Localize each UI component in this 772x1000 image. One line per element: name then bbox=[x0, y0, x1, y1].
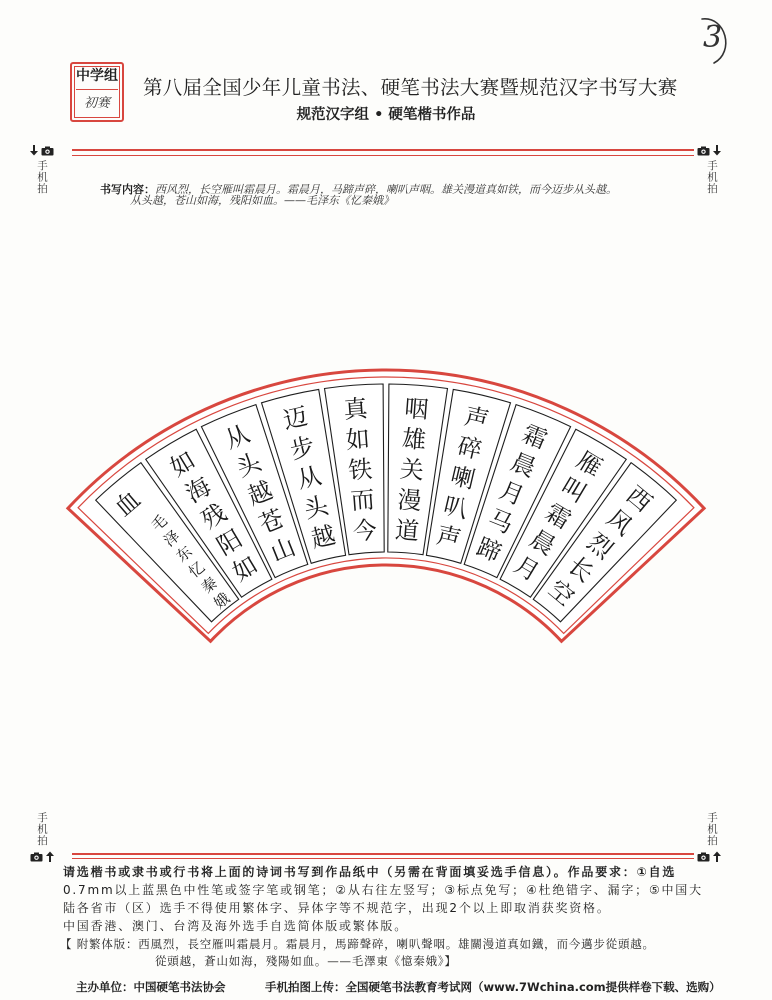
fan-character: 叫 bbox=[556, 472, 592, 509]
fan-character: 步 bbox=[287, 431, 318, 465]
fan-character: 山 bbox=[266, 532, 300, 568]
footer-upload-info: 手机拍图上传：全国硬笔书法教育考试网（www.7Wchina.com提供样卷下载、选购） bbox=[265, 980, 721, 994]
top-red-rule-thin bbox=[72, 155, 694, 156]
fan-character: 月 bbox=[509, 550, 545, 587]
side-label-photo-top-left: 手机拍 bbox=[36, 160, 48, 195]
instructions-line-1: 请选楷书或隶书或行书将上面的诗词书写到作品纸中（另需在背面填妥选手信息）。作品要求：①自选 bbox=[63, 865, 677, 879]
fan-character: 空 bbox=[543, 574, 580, 612]
badge-stage: 初赛 bbox=[83, 96, 110, 111]
fan-character: 月 bbox=[495, 475, 529, 511]
fan-character: 烈 bbox=[582, 527, 619, 565]
fan-signature-character: 毛 bbox=[147, 511, 171, 535]
fan-character: 从 bbox=[294, 461, 325, 495]
camera-icon bbox=[41, 146, 54, 156]
writing-content-line-2: 从头越，苍山如海，残阳如血。——毛泽东《忆秦娥》 bbox=[130, 194, 394, 207]
fan-character: 如 bbox=[227, 550, 263, 587]
traditional-version-line-2: 從頭越，蒼山如海，殘陽如血。——毛澤東《憶秦娥》】 bbox=[155, 954, 457, 968]
fan-signature-character: 秦 bbox=[197, 573, 221, 597]
bottom-left-photo-icons bbox=[30, 851, 54, 862]
fan-character: 而 bbox=[349, 485, 376, 516]
fan-character: 苍 bbox=[255, 504, 288, 540]
fan-character: 漫 bbox=[396, 485, 423, 516]
fan-character: 长 bbox=[562, 551, 599, 589]
fan-character: 铁 bbox=[347, 455, 374, 485]
fan-outer-border bbox=[68, 370, 704, 641]
badge-divider bbox=[76, 89, 118, 90]
fan-character: 今 bbox=[351, 515, 378, 546]
fan-character: 咽 bbox=[403, 394, 430, 425]
fan-signature-character: 泽 bbox=[160, 526, 184, 551]
arrow-up-icon bbox=[46, 851, 54, 862]
fan-character: 如 bbox=[344, 424, 371, 455]
footer-organizer: 主办单位：中国硬笔书法协会 bbox=[76, 980, 226, 994]
camera-icon bbox=[697, 146, 710, 156]
traditional-version-line-1: 【 附繁体版：西風烈，長空雁叫霜晨月。霜晨月，馬蹄聲碎，喇叭聲咽。雄關漫道真如鐵，而今邁步從頭越。 bbox=[60, 937, 655, 951]
fan-character: 迈 bbox=[280, 402, 311, 435]
side-label-photo-bottom-right: 手机拍 bbox=[706, 812, 718, 847]
instructions-line-2: 0.7mm以上蓝黑色中性笔或签字笔或钢笔；②从右往左竖写；③标点免写；④杜绝错字、漏字；⑤中国大 bbox=[63, 883, 703, 897]
fan-character: 越 bbox=[243, 475, 277, 511]
page-number-circle bbox=[690, 14, 735, 66]
fan-character: 风 bbox=[601, 504, 638, 542]
fan-character: 雄 bbox=[401, 424, 428, 455]
fan-calligraphy-work bbox=[0, 360, 772, 660]
top-right-photo-icons bbox=[697, 145, 721, 156]
top-red-rule bbox=[72, 149, 694, 151]
fan-character: 头 bbox=[232, 447, 266, 483]
instructions-line-3: 陆各省市（区）选手不得使用繁体字、异体字等不规范字，出现2个以上即取消获奖资格。 bbox=[63, 901, 611, 915]
arrow-down-icon bbox=[713, 145, 721, 156]
page-number: 3 bbox=[703, 20, 723, 55]
side-label-photo-bottom-left: 手机拍 bbox=[36, 812, 48, 847]
fan-character: 从 bbox=[220, 419, 254, 455]
page-title: 第八届全国少年儿童书法、硬笔书法大赛暨规范汉字书写大赛 bbox=[143, 76, 678, 99]
fan-signature-character: 忆 bbox=[185, 557, 209, 582]
arrow-up-icon bbox=[713, 851, 721, 862]
fan-character: 声 bbox=[433, 520, 464, 554]
fan-character: 碎 bbox=[454, 431, 485, 465]
fan-character: 阳 bbox=[212, 524, 248, 561]
fan-character: 血 bbox=[109, 485, 146, 523]
side-label-photo-top-right: 手机拍 bbox=[706, 160, 718, 195]
fan-character: 霜 bbox=[540, 498, 576, 535]
badge-group-title: 中学组 bbox=[76, 68, 118, 84]
writing-content-label: 书写内容： bbox=[100, 183, 155, 196]
fan-character: 晨 bbox=[524, 524, 560, 561]
fan-character: 霜 bbox=[518, 419, 552, 455]
top-left-photo-icons bbox=[30, 145, 54, 156]
bottom-right-photo-icons bbox=[697, 851, 721, 862]
arrow-down-icon bbox=[30, 145, 38, 156]
fan-character: 雁 bbox=[571, 445, 607, 483]
fan-character: 叭 bbox=[440, 491, 471, 524]
camera-icon bbox=[30, 852, 43, 862]
writing-content-text: 西风烈，长空雁叫霜晨月。霜晨月，马蹄声碎，喇叭声咽。雄关漫道真如铁，而今迈步从头越。 bbox=[155, 183, 617, 196]
fan-character: 蹄 bbox=[472, 532, 506, 568]
fan-character: 海 bbox=[180, 472, 216, 509]
fan-signature-character: 东 bbox=[172, 542, 196, 566]
fan-character: 喇 bbox=[447, 461, 478, 495]
fan-character: 头 bbox=[301, 491, 332, 524]
fan-character: 如 bbox=[165, 445, 201, 483]
fan-character: 晨 bbox=[506, 447, 540, 483]
fan-character: 西 bbox=[620, 480, 658, 518]
fan-character: 越 bbox=[308, 520, 339, 554]
bottom-red-rule bbox=[72, 853, 694, 855]
fan-character: 真 bbox=[342, 394, 369, 425]
fan-character: 声 bbox=[461, 402, 492, 435]
instructions-line-4: 中国香港、澳门、台湾及海外选手自选简体版或繁体版。 bbox=[63, 919, 409, 933]
fan-signature-character: 娥 bbox=[210, 589, 234, 613]
fan-character: 残 bbox=[196, 498, 232, 535]
fan-character: 道 bbox=[394, 515, 421, 546]
bottom-red-rule-thin bbox=[72, 858, 694, 859]
camera-icon bbox=[697, 852, 710, 862]
page-subtitle: 规范汉字组 • 硬笔楷书作品 bbox=[296, 107, 476, 123]
fan-character: 马 bbox=[484, 504, 517, 540]
fan-character: 关 bbox=[398, 455, 425, 485]
